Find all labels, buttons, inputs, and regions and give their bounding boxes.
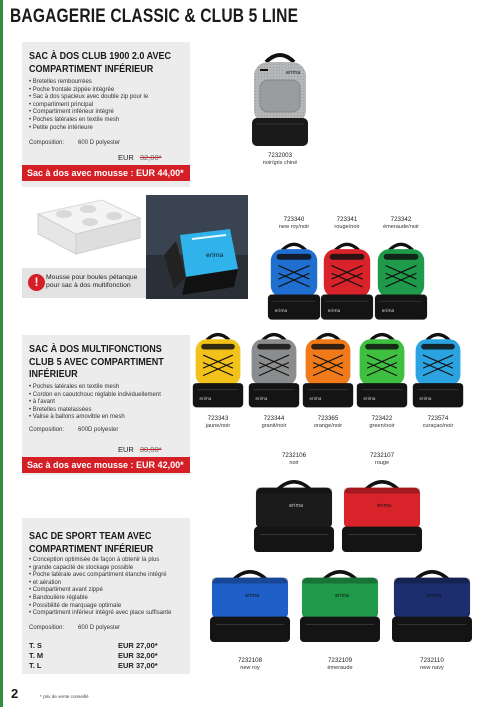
club1900-promo-band: Sac à dos avec mousse : EUR 44,00* [22, 165, 190, 181]
club5-backpack-caption [298, 416, 358, 429]
svg-text:erima: erima [377, 503, 392, 510]
size-price-row [29, 641, 184, 651]
club5-backpack-image [410, 328, 466, 412]
product-color: noir [289, 459, 299, 466]
product-color: émeraude [327, 664, 353, 671]
product-color: noir/gris chiné [262, 159, 298, 166]
foam-note-line2: pour sac à dos multifonction [46, 282, 131, 289]
club5-title [29, 343, 164, 381]
feature-item: • et aération [29, 580, 189, 588]
club5-features [29, 384, 189, 422]
svg-text:erima: erima [327, 308, 341, 314]
product-color: curaçao/noir [422, 422, 454, 429]
club5-backpack-image [246, 328, 302, 412]
club1900-title-line2: COMPARTIMENT INFÉRIEUR [29, 62, 154, 75]
club5-title-line3: INFÉRIEUR [29, 368, 78, 380]
page-edge-stripe [0, 0, 3, 707]
exclamation-icon: ! [28, 274, 45, 291]
feature-item: • grande capacité de stockage possible [29, 565, 189, 573]
svg-text:erima: erima [199, 395, 212, 401]
feature-item: • Compartiment avant zippé [29, 587, 189, 595]
svg-text:erima: erima [245, 593, 260, 600]
feature-item: • Compartiment inférieur intégré [29, 109, 179, 117]
product-color: new roy [240, 664, 260, 671]
composition-label: Composition: [29, 140, 65, 146]
size-price: 37,00* [136, 661, 158, 670]
foam-insert-image [32, 196, 144, 258]
product-color: new roy/noir [278, 223, 310, 230]
feature-item: • Bretelles matelassées [29, 407, 189, 415]
composition-value: 600 D polyester [78, 625, 121, 631]
size-price: 27,00* [136, 641, 158, 650]
page-number: 2 [11, 686, 19, 701]
svg-text:erima: erima [335, 593, 350, 600]
teambag-caption [264, 453, 324, 466]
feature-item: • Compartiment inférieur intégré avec place suffisante [29, 610, 189, 618]
product-color: orange/noir [313, 422, 343, 429]
product-color: new navy [420, 664, 444, 671]
club5-price [118, 445, 162, 454]
product-code: 7232108 [237, 657, 263, 664]
teambag-features [29, 557, 189, 618]
club1900-backpack-image [246, 52, 314, 150]
product-code: 723365 [317, 415, 339, 422]
teambag-image [338, 474, 426, 554]
feature-item: • Bandoulière réglable [29, 595, 189, 603]
svg-text:erima: erima [255, 395, 268, 401]
club5-backpack-caption [352, 416, 412, 429]
product-code: 7232003 [267, 152, 293, 159]
club1900-title [29, 50, 171, 75]
backpack-lifestyle-photo [146, 195, 248, 299]
teambag-image [388, 564, 476, 644]
svg-text:erima: erima [289, 503, 304, 510]
club1900-composition [29, 140, 120, 146]
size-price-row [29, 651, 184, 661]
club5-composition [29, 427, 118, 433]
club5-backpack-image [300, 328, 356, 412]
size-currency: EUR [118, 641, 134, 650]
club5-backpack-caption [408, 416, 468, 429]
composition-label: Composition: [29, 625, 65, 631]
page-title: BAGAGERIE CLASSIC & CLUB 5 LINE [10, 6, 299, 27]
feature-item: • compartiment principal [29, 102, 179, 110]
product-code: 723341 [336, 216, 358, 223]
product-color: rouge [374, 459, 390, 466]
product-color: granit/noir [261, 422, 287, 429]
club1900-title-line1: SAC À DOS CLUB 1900 2.0 AVEC [29, 50, 172, 62]
teambag-composition [29, 625, 120, 631]
composition-label: Composition: [29, 427, 65, 433]
teambag-caption [310, 658, 370, 671]
teambag-image [206, 564, 294, 644]
feature-item: • Poche frontale zippée intégrée [29, 87, 179, 95]
teambag-caption [402, 658, 462, 671]
svg-text:erima: erima [309, 395, 322, 401]
club5-backpack-image [265, 238, 323, 324]
product-code: 723422 [371, 415, 393, 422]
teambag-caption [352, 453, 412, 466]
product-code: 723340 [283, 216, 305, 223]
svg-text:erima: erima [427, 593, 442, 600]
size-label: T. L [29, 661, 42, 670]
size-price-row [29, 661, 184, 671]
club1900-price [118, 153, 162, 162]
teambag-image [296, 564, 384, 644]
feature-item: • Petite poche intérieure [29, 125, 179, 133]
price-currency: EUR [118, 445, 134, 454]
feature-item: • Poches latérales en textile mesh [29, 384, 189, 392]
price-currency: EUR [118, 153, 134, 162]
club5-backpack-image [190, 328, 246, 412]
feature-item: • Poche latérale avec compartiment étanche intégré [29, 572, 189, 580]
club1900-features [29, 79, 179, 132]
club5-title-line2: CLUB 5 AVEC COMPARTIMENT [29, 355, 164, 368]
teambag-title-line2: COMPARTIMENT INFÉRIEUR [29, 542, 154, 555]
club5-backpack-caption [371, 217, 431, 230]
club5-promo-band: Sac à dos avec mousse : EUR 42,00* [22, 457, 190, 473]
feature-item: • Possibilité de marquage optimale [29, 603, 189, 611]
feature-item: • Poches latérales en textile mesh [29, 117, 179, 125]
club5-backpack-caption [244, 416, 304, 429]
composition-value: 600 D polyester [78, 140, 121, 146]
club5-backpack-image [372, 238, 430, 324]
teambag-image [250, 474, 338, 554]
size-currency: EUR [118, 651, 134, 660]
club1900-caption [250, 153, 310, 166]
size-currency: EUR [118, 661, 134, 670]
svg-text:erima: erima [286, 70, 301, 76]
feature-item: • Conception optimisée de façon à obtenir la plus [29, 557, 189, 565]
club5-title-line1: SAC À DOS MULTIFONCTIONS [29, 343, 162, 355]
teambag-title [29, 530, 153, 555]
teambag-title-line1: SAC DE SPORT TEAM AVEC [29, 530, 152, 542]
product-color: green/noir [369, 422, 395, 429]
teambag-size-prices [29, 641, 184, 671]
feature-item: • Bretelles rembourrées [29, 79, 179, 87]
product-code: 723342 [390, 216, 412, 223]
product-code: 723344 [263, 415, 285, 422]
club5-backpack-caption [317, 217, 377, 230]
svg-text:erima: erima [419, 395, 432, 401]
feature-item: • Valise à ballons amovible en mesh [29, 414, 189, 422]
svg-text:erima: erima [381, 308, 395, 314]
price-old: 30,00* [139, 445, 162, 454]
size-price: 32,00* [136, 651, 158, 660]
product-color: jaune/noir [205, 422, 231, 429]
svg-text:erima: erima [274, 308, 288, 314]
club5-backpack-caption [264, 217, 324, 230]
price-old: 32,00* [139, 153, 162, 162]
product-color: rouge/noir [334, 223, 360, 230]
club5-backpack-caption [188, 416, 248, 429]
product-code: 7232109 [327, 657, 353, 664]
size-label: T. M [29, 651, 44, 660]
teambag-caption [220, 658, 280, 671]
product-code: 7232106 [281, 452, 307, 459]
club5-backpack-image [318, 238, 376, 324]
svg-text:erima: erima [206, 252, 224, 259]
svg-text:erima: erima [363, 395, 376, 401]
product-code: 7232107 [369, 452, 395, 459]
product-color: émeraude/noir [382, 223, 420, 230]
price-footnote: * prix de vente conseillé [40, 694, 89, 699]
size-label: T. S [29, 641, 42, 650]
foam-note-line1: Mousse pour boules pétanque [46, 274, 138, 281]
product-code: 723343 [207, 415, 229, 422]
composition-value: 600D polyester [78, 427, 119, 433]
feature-item: • Cordon en caoutchouc réglable individuellement [29, 392, 189, 400]
feature-item: • Sac à dos spacieux avec double zip pour le [29, 94, 179, 102]
feature-item: • à l'avant [29, 399, 189, 407]
club5-backpack-image [354, 328, 410, 412]
product-code: 7232110 [420, 657, 444, 664]
product-code: 723574 [427, 415, 449, 422]
